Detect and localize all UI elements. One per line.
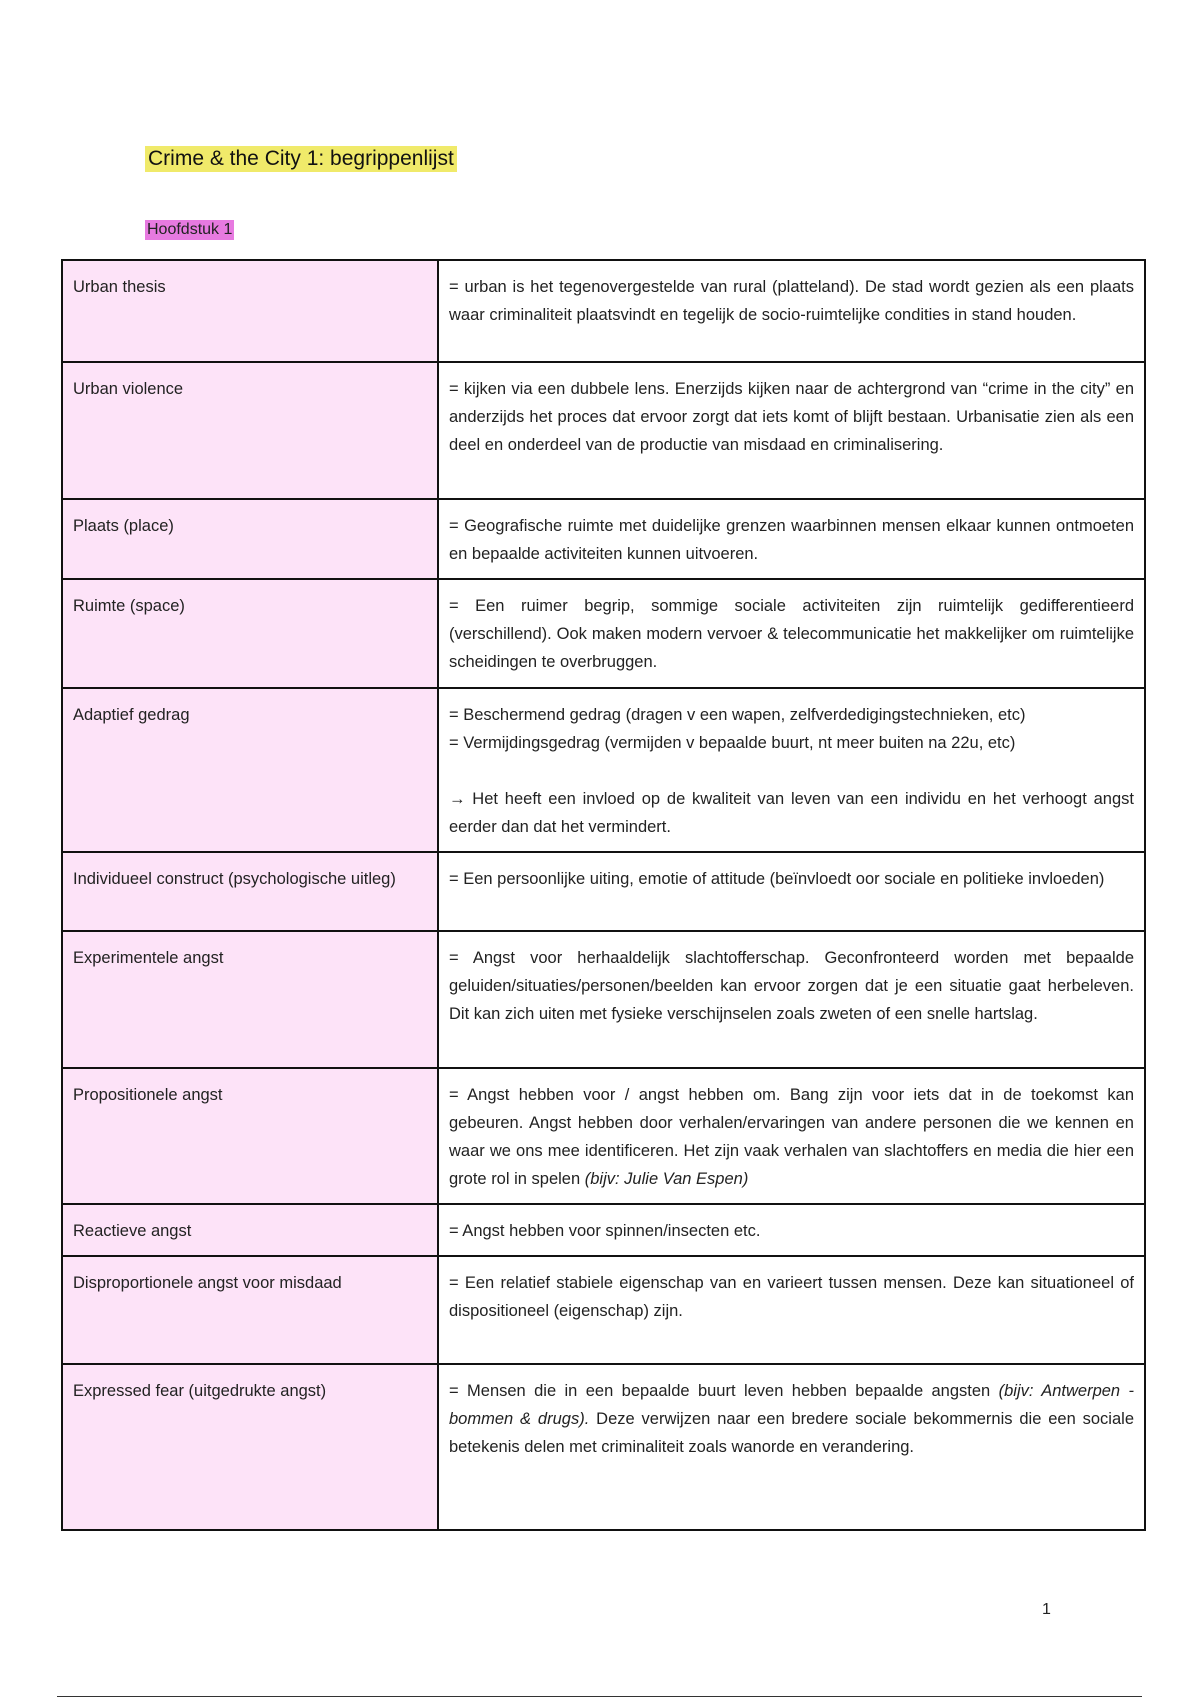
definition-cell: = Angst voor herhaaldelijk slachtofferschap. Geconfronteerd worden met bepaalde geluiden/situaties/personen/beelden kan ervoor zorgen dat je een situatie gaat herbeleven. Dit kan zich uiten met fysieke verschijnselen zoals zweten of een snelle hartslag. xyxy=(438,931,1145,1068)
definition-text: Deze verwijzen naar een bredere sociale bekommernis die een sociale betekenis delen met criminaliteit zoals wanorde en verandering. xyxy=(449,1410,1134,1456)
table-row xyxy=(62,579,1145,688)
definition-cell: = kijken via een dubbele lens. Enerzijds kijken naar de achtergrond van “crime in the city” en anderzijds het proces dat ervoor zorgt dat iets komt of blijft bestaan. Urbanisatie zien als een deel en onderdeel van de productie van misdaad en criminalisering. xyxy=(438,362,1145,499)
chapter-heading: Hoofdstuk 1 xyxy=(147,221,233,238)
table-row xyxy=(62,1068,1145,1204)
table-row xyxy=(62,499,1145,579)
table-row xyxy=(62,931,1145,1068)
term-cell: Expressed fear (uitgedrukte angst) xyxy=(62,1364,438,1530)
footer-divider xyxy=(57,1696,1142,1697)
definition-cell: = Een persoonlijke uiting, emotie of attitude (beïnvloedt oor sociale en politieke invloeden) xyxy=(438,852,1145,931)
term-cell: Experimentele angst xyxy=(62,931,438,1068)
definition-example: (bijv: Antwerpen - bommen & drugs). xyxy=(449,1382,1134,1428)
definition-text: = Angst hebben voor / angst hebben om. Bang zijn voor iets dat in de toekomst kan gebeuren. Angst hebben door verhalen/ervaringen van andere personen die we kennen en waar we ons mee identificeren. Het zijn vaak verhalen van slachtoffers en media die hier een grote rol in spelen xyxy=(449,1086,1134,1188)
definition-cell: = Een relatief stabiele eigenschap van en varieert tussen mensen. Deze kan situationeel of dispositioneel (eigenschap) zijn. xyxy=(438,1256,1145,1364)
definition-cell: = Angst hebben voor spinnen/insecten etc. xyxy=(438,1204,1145,1256)
definition-cell: = Geografische ruimte met duidelijke grenzen waarbinnen mensen elkaar kunnen ontmoeten en bepaalde activiteiten kunnen uitvoeren. xyxy=(438,499,1145,579)
term-cell: Reactieve angst xyxy=(62,1204,438,1256)
page-number: 1 xyxy=(1042,1601,1051,1618)
definition-cell xyxy=(438,1068,1145,1204)
term-cell: Adaptief gedrag xyxy=(62,688,438,852)
term-cell: Urban thesis xyxy=(62,260,438,362)
table-row xyxy=(62,852,1145,931)
term-cell: Disproportionele angst voor misdaad xyxy=(62,1256,438,1364)
table-row xyxy=(62,1204,1145,1256)
table-row xyxy=(62,1364,1145,1530)
definition-cell: = Een ruimer begrip, sommige sociale activiteiten zijn ruimtelijk gedifferentieerd (verschillend). Ook maken modern vervoer & telecommunicatie het makkelijker om ruimtelijke scheidingen te overbruggen. xyxy=(438,579,1145,688)
definition-cell: = urban is het tegenovergestelde van rural (platteland). De stad wordt gezien als een plaats waar criminaliteit plaatsvindt en tegelijk de socio-ruimtelijke condities in stand houden. xyxy=(438,260,1145,362)
blank-line xyxy=(449,757,1134,785)
glossary-table xyxy=(61,259,1146,1531)
definition-line: = Beschermend gedrag (dragen v een wapen, zelfverdedigingstechnieken, etc) xyxy=(449,706,1026,724)
definition-cell xyxy=(438,688,1145,852)
table-row xyxy=(62,260,1145,362)
term-cell: Individueel construct (psychologische uitleg) xyxy=(62,852,438,931)
table-row xyxy=(62,1256,1145,1364)
definition-line: = Vermijdingsgedrag (vermijden v bepaalde buurt, nt meer buiten na 22u, etc) xyxy=(449,734,1016,752)
definition-cell xyxy=(438,1364,1145,1530)
table-row xyxy=(62,362,1145,499)
term-cell: Propositionele angst xyxy=(62,1068,438,1204)
definition-line: → Het heeft een invloed op de kwaliteit van leven van een individu en het verhoogt angst eerder dan dat het vermindert. xyxy=(449,790,1134,836)
document-title: Crime & the City 1: begrippenlijst xyxy=(145,146,457,172)
definition-text: = Mensen die in een bepaalde buurt leven hebben bepaalde angsten xyxy=(449,1382,991,1400)
term-cell: Ruimte (space) xyxy=(62,579,438,688)
definition-example: (bijv: Julie Van Espen) xyxy=(584,1170,749,1188)
table-row xyxy=(62,688,1145,852)
term-cell: Plaats (place) xyxy=(62,499,438,579)
term-cell: Urban violence xyxy=(62,362,438,499)
